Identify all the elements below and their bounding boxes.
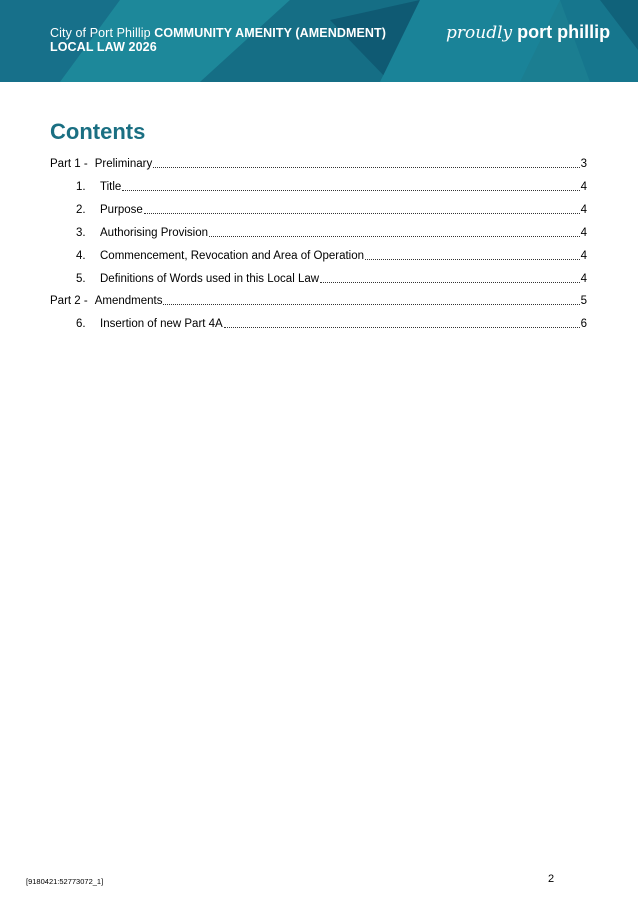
toc-entry-authorising-provision[interactable] — [76, 225, 587, 241]
toc-entry-label: Commencement, Revocation and Area of Operation — [100, 250, 365, 262]
header-title-sub: LOCAL LAW 2026 — [50, 40, 157, 54]
page-number: 2 — [548, 873, 555, 885]
toc-entry-title[interactable] — [76, 179, 587, 195]
header-banner — [0, 0, 638, 82]
toc-entry-page: 6 — [580, 318, 587, 330]
header-title-prefix: City of Port Phillip — [50, 26, 155, 40]
toc-entry-label: Amendments — [94, 295, 163, 307]
toc-entry-definitions[interactable] — [76, 271, 587, 287]
toc-dot-leader — [153, 166, 579, 168]
toc-entry-label: Authorising Provision — [100, 227, 209, 239]
toc-entry-number: 4. — [76, 250, 86, 262]
contents-heading: Contents — [50, 119, 146, 144]
toc-dot-leader — [122, 189, 579, 191]
toc-entry-page: 4 — [580, 273, 587, 285]
toc-entry-label: Preliminary — [94, 158, 153, 170]
toc-dot-leader — [209, 235, 580, 237]
toc-entry-page: 4 — [580, 204, 587, 216]
toc-entry-number: 5. — [76, 273, 86, 285]
toc-entry-number: 1. — [76, 181, 86, 193]
toc-entry-label: Title — [100, 181, 122, 193]
toc-entry-part-2[interactable] — [50, 293, 587, 309]
toc-entry-page: 3 — [580, 158, 587, 170]
toc-entry-page: 4 — [580, 227, 587, 239]
toc-entry-purpose[interactable] — [76, 202, 587, 218]
toc-dot-leader — [144, 212, 580, 214]
document-reference: [9180421:52773072_1] — [26, 877, 104, 886]
toc-entry-number: 2. — [76, 204, 86, 216]
toc-entry-page: 5 — [580, 295, 587, 307]
toc-entry-label: Definitions of Words used in this Local Law — [100, 273, 320, 285]
document-header-title — [50, 26, 386, 54]
toc-entry-page: 4 — [580, 181, 587, 193]
toc-entry-number: 3. — [76, 227, 86, 239]
logo-script-text: proudly — [446, 23, 513, 43]
toc-entry-page: 4 — [580, 250, 587, 262]
toc-entry-part-1[interactable] — [50, 156, 587, 172]
toc-dot-leader — [320, 281, 580, 283]
logo-bold-text: port phillip — [517, 22, 611, 42]
toc-entry-number: 6. — [76, 318, 86, 330]
toc-dot-leader — [163, 303, 579, 305]
toc-dot-leader — [365, 258, 580, 260]
toc-entry-insertion-part-4a[interactable] — [76, 316, 587, 332]
toc-entry-label: Insertion of new Part 4A — [100, 318, 223, 330]
toc-entry-number: Part 1 - — [50, 158, 88, 170]
header-title-main: COMMUNITY AMENITY (AMENDMENT) — [154, 26, 387, 40]
proudly-port-phillip-logo — [446, 22, 610, 43]
toc-entry-commencement[interactable] — [76, 248, 587, 264]
toc-entry-number: Part 2 - — [50, 295, 88, 307]
toc-dot-leader — [224, 326, 580, 328]
toc-entry-label: Purpose — [100, 204, 143, 216]
